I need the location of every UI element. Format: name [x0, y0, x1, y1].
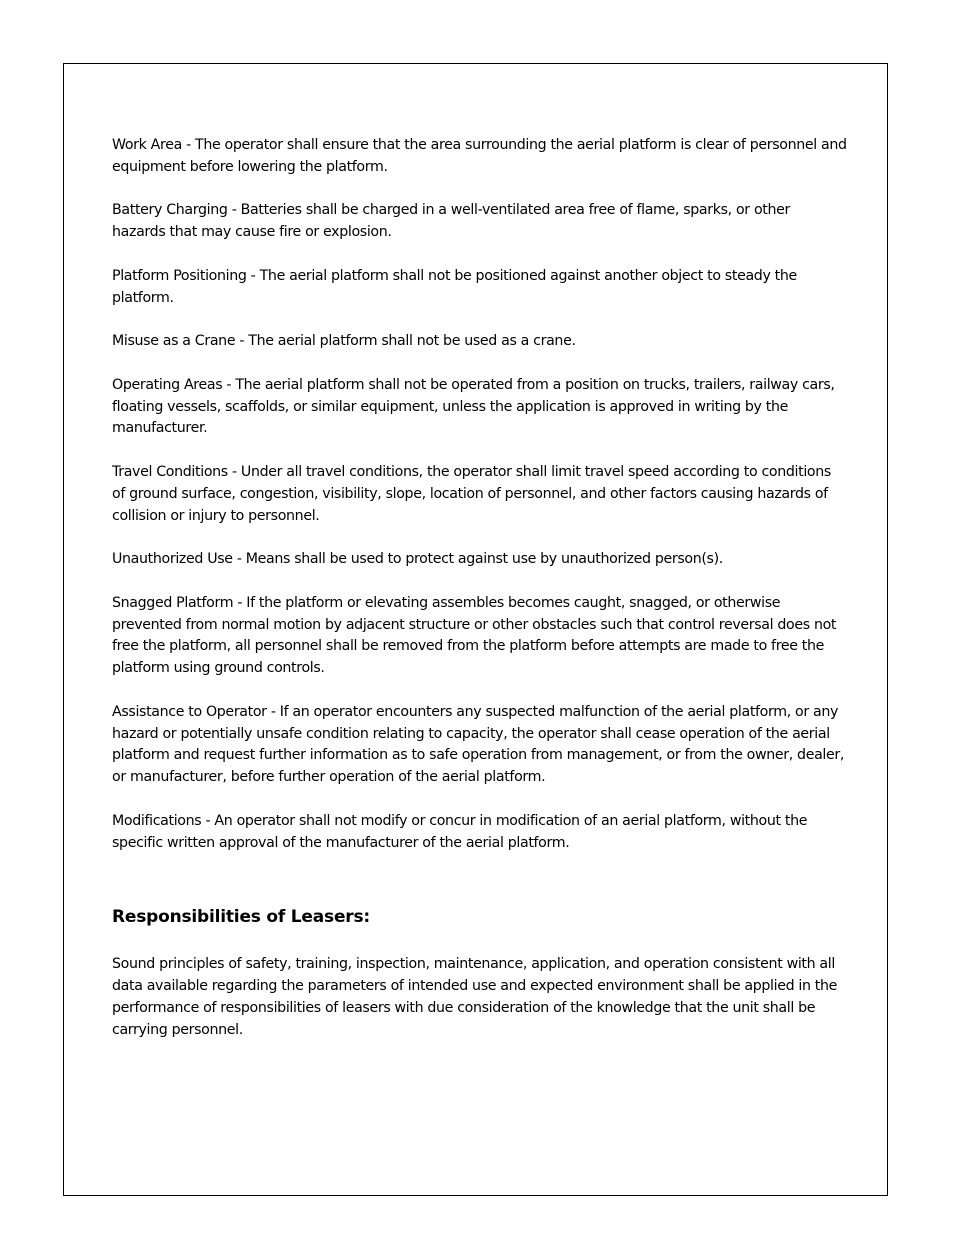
paragraph-snagged-platform: Snagged Platform - If the platform or elevating assembles becomes caught, snagged, or otherwise prevented from normal motion by adjacent structure or other obstacles such that control reversal does not free the platform, all personnel shall be removed from the platform before attempts are made to free the platform using ground controls. — [112, 594, 837, 677]
paragraph-travel-conditions: Travel Conditions - Under all travel conditions, the operator shall limit travel speed according to conditions of ground surface, congestion, visibility, slope, location of personnel, and other factors causing hazards of collision or injury to personnel. — [112, 463, 831, 524]
paragraph-misuse-as-crane: Misuse as a Crane - The aerial platform shall not be used as a crane. — [112, 333, 576, 350]
paragraph-modifications: Modifications - An operator shall not modify or concur in modification of an aerial platform, without the specific written approval of the manufacturer of the aerial platform. — [112, 812, 808, 851]
paragraph-unauthorized-use: Unauthorized Use - Means shall be used to protect against use by unauthorized person(s). — [112, 551, 723, 568]
paragraph-assistance-to-operator: Assistance to Operator - If an operator encounters any suspected malfunction of the aerial platform, or any hazard or potentially unsafe condition relating to capacity, the operator shall cease operation of the aerial platform and request further information as to safe operation from management, or from the owner, dealer, or manufacturer, before further operation of the aerial platform. — [112, 703, 845, 786]
paragraph-battery-charging: Battery Charging - Batteries shall be charged in a well-ventilated area free of flame, sparks, or other hazards that may cause fire or explosion. — [112, 202, 791, 241]
paragraph-leasers-responsibilities: Sound principles of safety, training, inspection, maintenance, application, and operation consistent with all data available regarding the parameters of intended use and expected environment shall be applied in the performance of responsibilities of leasers with due consideration of the knowledge that the unit shall be carrying personnel. — [112, 956, 838, 1038]
paragraph-work-area: Work Area - The operator shall ensure that the area surrounding the aerial platform is clear of personnel and equipment before lowering the platform. — [112, 137, 847, 175]
paragraph-platform-positioning: Platform Positioning - The aerial platform shall not be positioned against another object to steady the platform. — [112, 267, 797, 306]
document-body — [112, 135, 847, 1063]
paragraph-operating-areas: Operating Areas - The aerial platform shall not be operated from a position on trucks, trailers, railway cars, floating vessels, scaffolds, or similar equipment, unless the application is approved in writing by the manufacturer. — [112, 376, 835, 437]
section-heading-leasers: Responsibilities of Leasers: — [112, 907, 370, 928]
